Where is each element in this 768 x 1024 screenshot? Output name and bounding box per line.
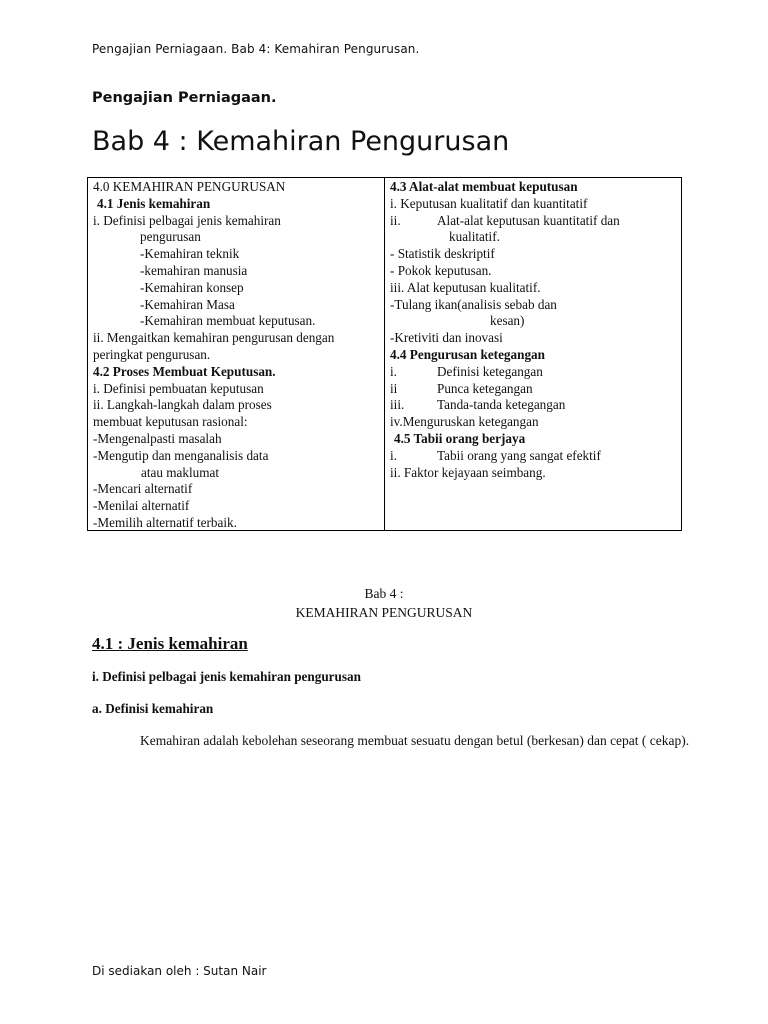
contents-line <box>93 213 379 230</box>
contents-line <box>390 313 676 330</box>
contents-line-text: atau maklumat <box>141 464 219 480</box>
contents-table <box>87 177 682 531</box>
contents-line-text: -Kemahiran membuat keputusan. <box>140 313 316 329</box>
contents-line-text: -Memilih alternatif terbaik. <box>93 514 237 530</box>
subheading-skill-definition: a. Definisi kemahiran <box>92 701 214 716</box>
contents-line-text: -Kemahiran teknik <box>140 246 240 262</box>
contents-line <box>93 229 379 246</box>
contents-line-text: peringkat pengurusan. <box>93 346 211 362</box>
contents-line <box>390 414 676 431</box>
subject-title: Pengajian Perniagaan. <box>92 90 277 106</box>
contents-line <box>93 280 379 297</box>
contents-line-text: i. Definisi pelbagai jenis kemahiran <box>93 212 281 228</box>
contents-line-text: 4.3 Alat-alat membuat keputusan <box>390 179 578 194</box>
contents-line-text: 4.4 Pengurusan ketegangan <box>390 346 545 362</box>
contents-line-text: ii. Mengaitkan kemahiran pengurusan dengan <box>93 330 335 346</box>
contents-line <box>93 515 379 532</box>
contents-line <box>390 280 676 297</box>
contents-line-text: 4.5 Tabii orang berjaya <box>394 430 526 446</box>
contents-line-text: -Kretiviti dan inovasi <box>390 330 503 346</box>
contents-line-text: -Mencari alternatif <box>93 481 193 497</box>
contents-line <box>93 481 379 498</box>
chapter-heading <box>0 584 768 622</box>
body-paragraph-text: Kemahiran adalah kebolehan seseorang membuat sesuatu dengan betul (berkesan) dan cepat ( cekap). <box>140 733 690 748</box>
contents-line-text: iv.Menguruskan ketegangan <box>390 414 539 430</box>
contents-line <box>93 465 379 482</box>
contents-line-text: -Tulang ikan(analisis sebab dan <box>390 296 557 312</box>
contents-line <box>93 330 379 347</box>
contents-line-text: membuat keputusan rasional: <box>93 414 248 430</box>
contents-line-text: iii. Alat keputusan kualitatif. <box>390 279 541 295</box>
contents-line <box>390 196 676 213</box>
contents-line-text: ii. Faktor kejayaan seimbang. <box>390 464 546 480</box>
contents-line-text: - Statistik deskriptif <box>390 246 495 262</box>
contents-line <box>390 431 676 448</box>
contents-line <box>93 448 379 465</box>
chapter-title: Bab 4 : Kemahiran Pengurusan <box>92 126 510 157</box>
contents-line <box>390 297 676 314</box>
contents-line <box>390 465 676 482</box>
contents-line-text: kualitatif. <box>449 229 500 245</box>
contents-line <box>93 246 379 263</box>
contents-line-detail: Punca ketegangan <box>437 380 533 396</box>
contents-line-text: - Pokok keputusan. <box>390 262 492 278</box>
contents-line <box>93 364 379 381</box>
footer-credit: Di sediakan oleh : Sutan Nair <box>92 964 267 978</box>
contents-line <box>93 196 379 213</box>
contents-line-text: i. <box>390 363 397 379</box>
contents-line-text: kesan) <box>490 313 525 329</box>
contents-line <box>390 330 676 347</box>
contents-line <box>390 381 676 398</box>
contents-line-text: -Kemahiran konsep <box>140 279 244 295</box>
contents-line <box>93 313 379 330</box>
contents-column-left <box>88 178 385 530</box>
contents-line-detail: Definisi ketegangan <box>437 363 543 379</box>
contents-line <box>93 414 379 431</box>
contents-line-detail: Tanda-tanda ketegangan <box>437 397 566 413</box>
subheading-definitions: i. Definisi pelbagai jenis kemahiran pengurusan <box>92 669 361 684</box>
contents-line <box>93 498 379 515</box>
contents-line-detail: Alat-alat keputusan kuantitatif dan <box>437 212 620 228</box>
chapter-heading-line2: KEMAHIRAN PENGURUSAN <box>295 605 473 620</box>
contents-line <box>93 397 379 414</box>
contents-line-text: -Menilai alternatif <box>93 498 190 514</box>
contents-line <box>93 431 379 448</box>
contents-line-text: 4.1 Jenis kemahiran <box>97 195 211 211</box>
contents-line <box>390 213 676 230</box>
contents-line <box>390 397 676 414</box>
contents-line <box>93 263 379 280</box>
contents-line-text: iii. <box>390 397 405 413</box>
contents-line-text: -Kemahiran Masa <box>140 296 235 312</box>
contents-line-text: pengurusan <box>140 229 201 245</box>
contents-line-text: -Mengenalpasti masalah <box>93 430 222 446</box>
contents-line-detail: Tabii orang yang sangat efektif <box>437 447 601 463</box>
running-header: Pengajian Perniagaan. Bab 4: Kemahiran Pengurusan. <box>92 42 420 56</box>
contents-line-text: -kemahiran manusia <box>140 262 248 278</box>
contents-line <box>390 448 676 465</box>
contents-line-text: 4.0 KEMAHIRAN PENGURUSAN <box>93 179 286 194</box>
contents-line-text: i. Definisi pembuatan keputusan <box>93 380 264 396</box>
contents-line <box>93 381 379 398</box>
section-title: 4.1 : Jenis kemahiran <box>92 634 248 653</box>
contents-line <box>390 179 676 196</box>
chapter-heading-line1: Bab 4 : <box>364 586 404 601</box>
body-paragraph <box>92 731 692 751</box>
contents-line <box>93 179 379 196</box>
contents-line <box>93 347 379 364</box>
contents-column-right <box>385 178 681 530</box>
contents-line-text: i. Keputusan kualitatif dan kuantitatif <box>390 195 588 211</box>
contents-line-text: 4.2 Proses Membuat Keputusan. <box>93 363 276 379</box>
contents-line-text: ii. Langkah-langkah dalam proses <box>93 397 272 413</box>
contents-line <box>390 263 676 280</box>
contents-line <box>390 364 676 381</box>
contents-line-text: -Mengutip dan menganalisis data <box>93 447 269 463</box>
contents-line <box>390 246 676 263</box>
contents-line <box>390 229 676 246</box>
contents-line-text: ii <box>390 380 398 396</box>
contents-line <box>390 347 676 364</box>
contents-line-text: ii. <box>390 212 401 228</box>
contents-line-text: i. <box>390 447 397 463</box>
contents-line <box>93 297 379 314</box>
